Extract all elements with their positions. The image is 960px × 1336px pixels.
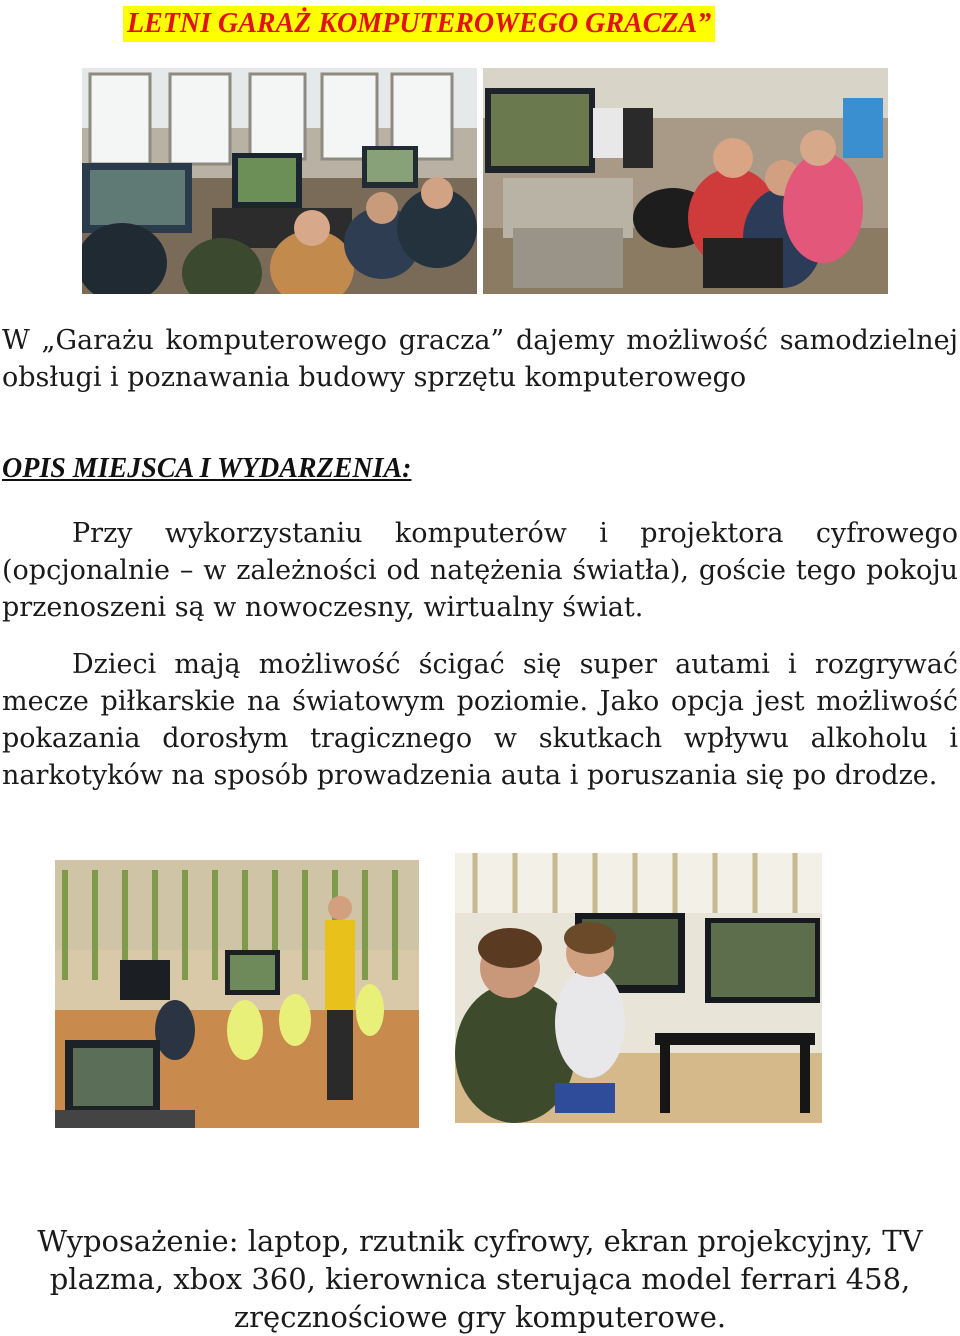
photo-racing-seats: [483, 68, 888, 294]
paragraph-2: Dzieci mają możliwość ścigać się super autami i rozgrywać mecze piłkarskie na światowym poziomie. Jako opcja jest możliwość pokazania dorosłym tragicznego w skutkach wpływu alkoholu i narkotyków na sposób prowadzenia auta i poruszania się po drodze.: [2, 649, 958, 791]
photo-gym-stations: [55, 860, 419, 1128]
page-title: LETNI GARAŻ KOMPUTEROWEGO GRACZA”: [123, 6, 715, 42]
section-heading: OPIS MIEJSCA I WYDARZENIA:: [2, 453, 412, 484]
photo-classroom-racing: [82, 68, 477, 294]
paragraph-1: Przy wykorzystaniu komputerów i projektora cyfrowego (opcjonalnie – w zależności od natężenia światła), goście tego pokoju przenoszeni są w nowoczesny, wirtualny świat.: [2, 518, 958, 623]
intro-text: W „Garażu komputerowego gracza” dajemy możliwość samodzielnej obsługi i poznawania budowy sprzętu komputerowego: [2, 325, 958, 393]
equipment-text: Wyposażenie: laptop, rzutnik cyfrowy, ekran projekcyjny, TV plazma, xbox 360, kierownica sterująca model ferrari 458, zręcznościowe gry komputerowe.: [37, 1224, 923, 1334]
photo-boys-gaming: [455, 853, 822, 1123]
